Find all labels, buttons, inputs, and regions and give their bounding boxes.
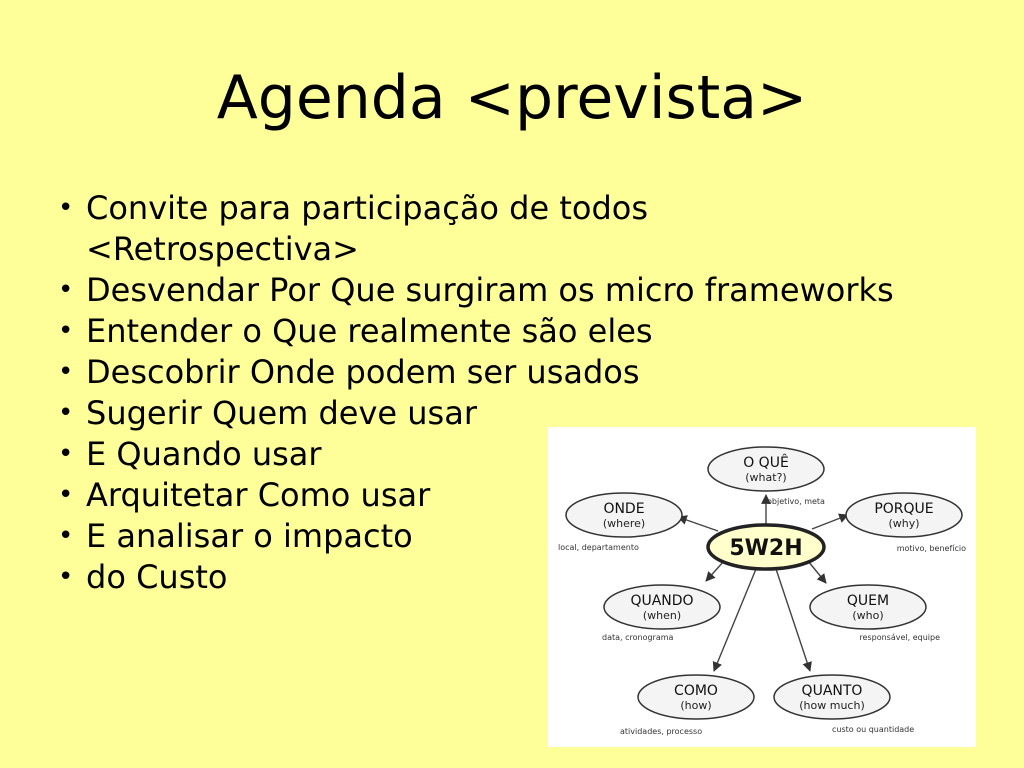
- 5w2h-diagram: [548, 427, 976, 747]
- bullet-icon: •: [58, 562, 74, 592]
- node-oque-note: objetivo, meta: [767, 497, 825, 506]
- node-quanto-note: custo ou quantidade: [832, 725, 915, 734]
- node-porque-title: PORQUE: [874, 501, 934, 517]
- node-quem-title: QUEM: [846, 593, 890, 609]
- node-quem-note: responsável, equipe: [859, 633, 940, 642]
- connector-porque: [812, 515, 848, 529]
- node-quando-title: QUANDO: [630, 593, 694, 609]
- node-quando-sub: (when): [642, 609, 682, 622]
- bullet-icon: •: [58, 521, 74, 551]
- connector-como: [714, 569, 756, 671]
- bullet-text: Sugerir Quem deve usar: [86, 394, 477, 432]
- node-oque-title: O QUÊ: [743, 455, 789, 471]
- node-quanto-sub: (how much): [799, 699, 865, 712]
- bullet-text: E Quando usar: [86, 435, 322, 473]
- bullet-item: [58, 188, 978, 270]
- node-onde-sub: (where): [602, 517, 646, 530]
- node-porque-note: motivo, benefício: [896, 544, 966, 553]
- node-onde-note: local, departamento: [558, 543, 639, 552]
- bullet-item: [58, 270, 978, 311]
- node-onde-title: ONDE: [603, 501, 645, 517]
- bullet-text: Entender o Que realmente são eles: [86, 312, 653, 350]
- node-porque-sub: (why): [888, 517, 920, 530]
- bullet-icon: •: [58, 480, 74, 510]
- bullet-icon: •: [58, 193, 74, 223]
- 5w2h-diagram-svg: [548, 427, 976, 747]
- bullet-text: do Custo: [86, 558, 228, 596]
- connector-quanto: [776, 569, 810, 671]
- bullet-icon: •: [58, 398, 74, 428]
- bullet-text: Arquitetar Como usar: [86, 476, 431, 514]
- bullet-text: Desvendar Por Que surgiram os micro frameworks: [86, 271, 894, 309]
- bullet-text: Descobrir Onde podem ser usados: [86, 353, 640, 391]
- bullet-icon: •: [58, 316, 74, 346]
- bullet-item: [58, 311, 978, 352]
- node-quando-note: data, cronograma: [602, 633, 674, 642]
- bullet-text-continued: <Retrospectiva>: [86, 230, 359, 268]
- node-quanto-title: QUANTO: [801, 683, 863, 699]
- bullet-icon: •: [58, 439, 74, 469]
- node-quem-sub: (who): [852, 609, 884, 622]
- node-como-sub: (how): [680, 699, 712, 712]
- connector-quem: [808, 561, 826, 583]
- bullet-icon: •: [58, 275, 74, 305]
- center-label: 5W2H: [729, 536, 803, 561]
- bullet-text: E analisar o impacto: [86, 517, 413, 555]
- node-como-note: atividades, processo: [620, 727, 703, 736]
- slide-title: Agenda <prevista>: [216, 63, 808, 133]
- bullet-text: Convite para participação de todos: [86, 189, 649, 227]
- bullet-icon: •: [58, 357, 74, 387]
- bullet-item: [58, 352, 978, 393]
- connector-onde: [678, 517, 718, 531]
- connector-quando: [706, 561, 724, 581]
- node-oque-sub: (what?): [745, 471, 787, 484]
- node-como-title: COMO: [674, 683, 718, 699]
